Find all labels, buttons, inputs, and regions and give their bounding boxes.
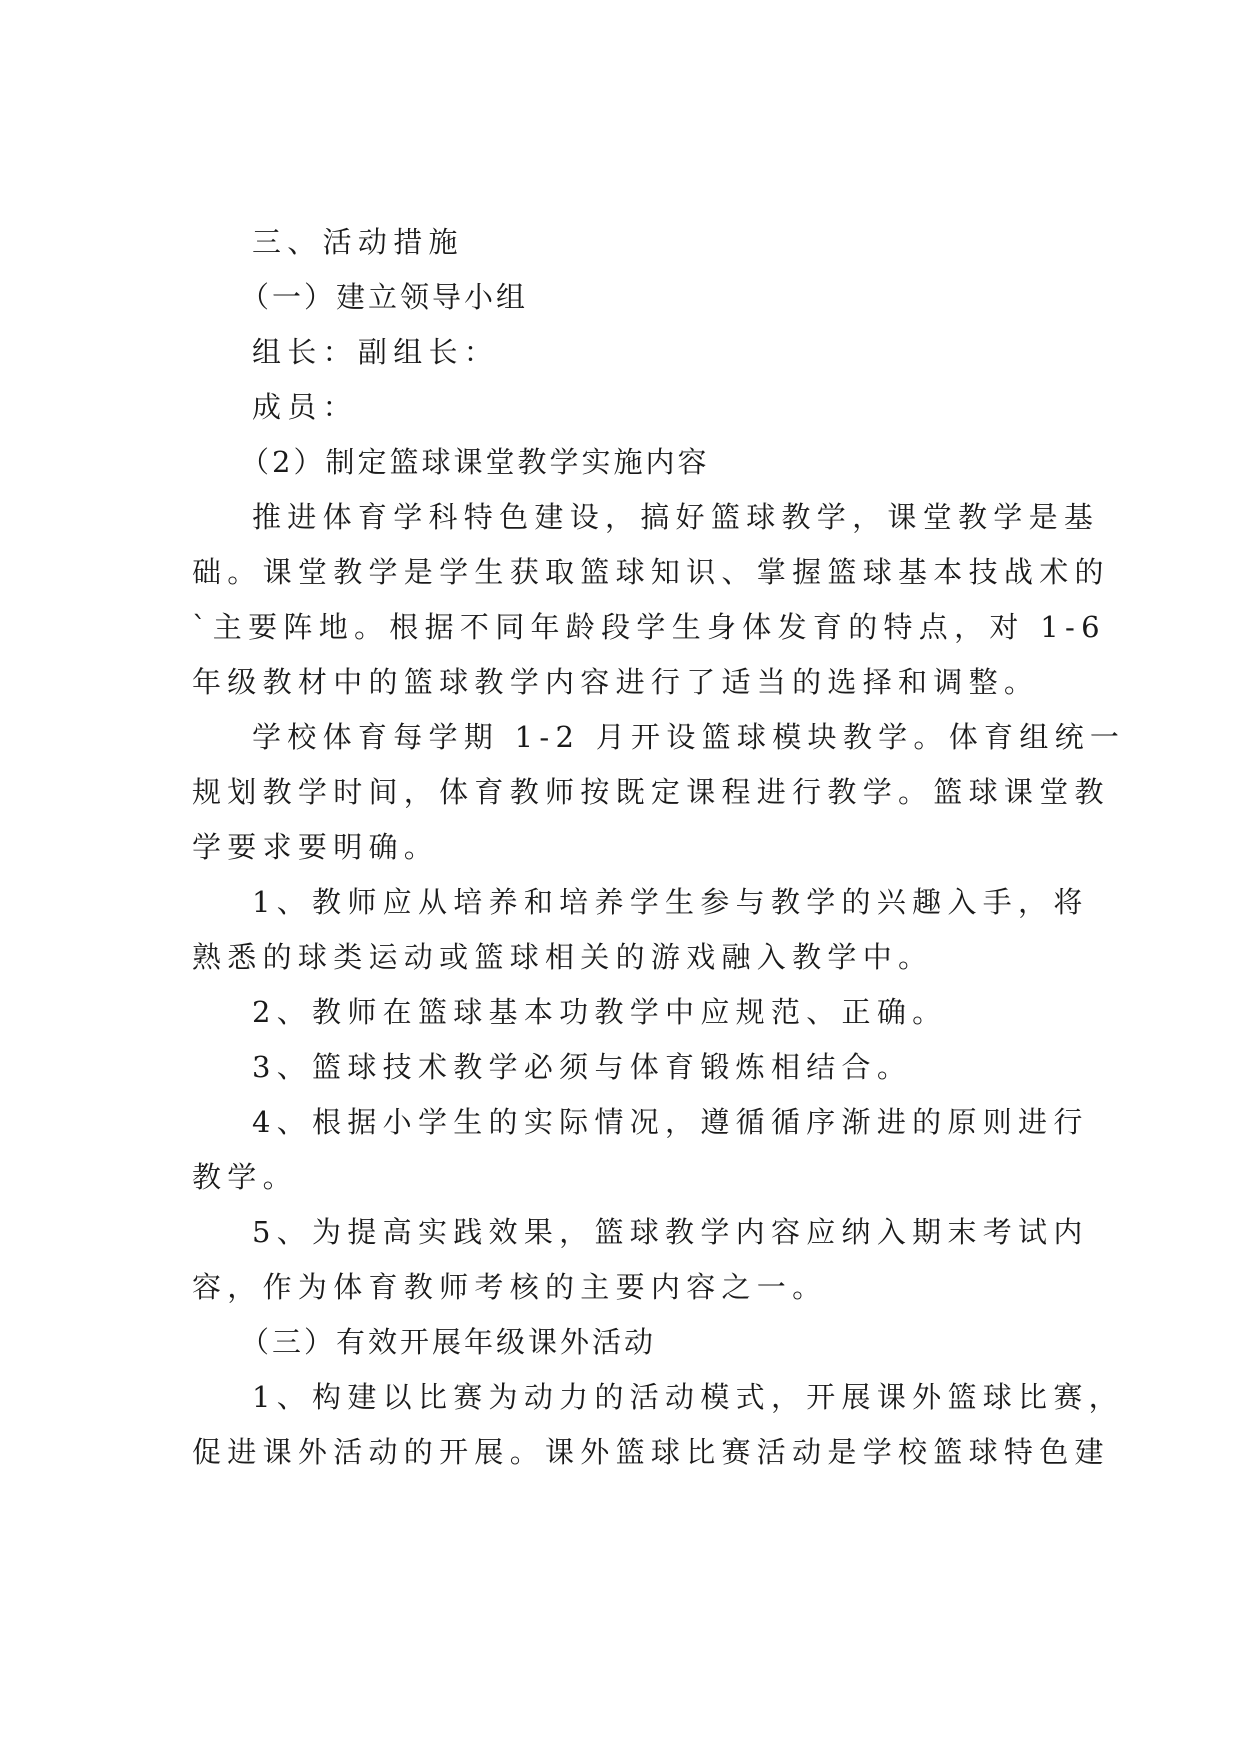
list-item-4-continued: 教学。 [192, 1160, 298, 1194]
subheading-extracurricular: （三）有效开展年级课外活动 [240, 1325, 657, 1359]
members-line: 成员： [252, 390, 358, 424]
section-heading-measures: 三、活动措施 [252, 225, 464, 259]
paragraph-line: `主要阵地。根据不同年龄段学生身体发育的特点，对 1-6 [192, 610, 1106, 644]
paragraph-line: 推进体育学科特色建设，搞好篮球教学，课堂教学是基 [252, 500, 1100, 534]
paragraph-line: 学要求要明确。 [192, 830, 440, 864]
paragraph-line: 学校体育每学期 1-2 月开设篮球模块教学。体育组统一 [252, 720, 1126, 754]
paragraph-line: 础。课堂教学是学生获取篮球知识、掌握篮球基本技战术的 [192, 555, 1110, 589]
list-item-1: 1、构建以比赛为动力的活动模式，开展课外篮球比赛， [252, 1380, 1124, 1414]
paragraph-line: 年级教材中的篮球教学内容进行了适当的选择和调整。 [192, 665, 1040, 699]
list-item-3: 3、篮球技术教学必须与体育锻炼相结合。 [252, 1050, 913, 1084]
list-item-1-continued: 熟悉的球类运动或篮球相关的游戏融入教学中。 [192, 940, 934, 974]
list-item-1-continued: 促进课外活动的开展。课外篮球比赛活动是学校篮球特色建 [192, 1435, 1110, 1469]
subheading-classroom-content: （2）制定篮球课堂教学实施内容 [240, 445, 710, 479]
list-item-5: 5、为提高实践效果，篮球教学内容应纳入期末考试内 [252, 1215, 1089, 1249]
list-item-2: 2、教师在篮球基本功教学中应规范、正确。 [252, 995, 948, 1029]
subheading-leadership-group: （一）建立领导小组 [240, 280, 529, 314]
leader-line: 组长：副组长： [252, 335, 500, 369]
list-item-5-continued: 容，作为体育教师考核的主要内容之一。 [192, 1270, 828, 1304]
list-item-1: 1、教师应从培养和培养学生参与教学的兴趣入手，将 [252, 885, 1089, 919]
list-item-4: 4、根据小学生的实际情况，遵循循序渐进的原则进行 [252, 1105, 1089, 1139]
paragraph-line: 规划教学时间，体育教师按既定课程进行教学。篮球课堂教 [192, 775, 1110, 809]
